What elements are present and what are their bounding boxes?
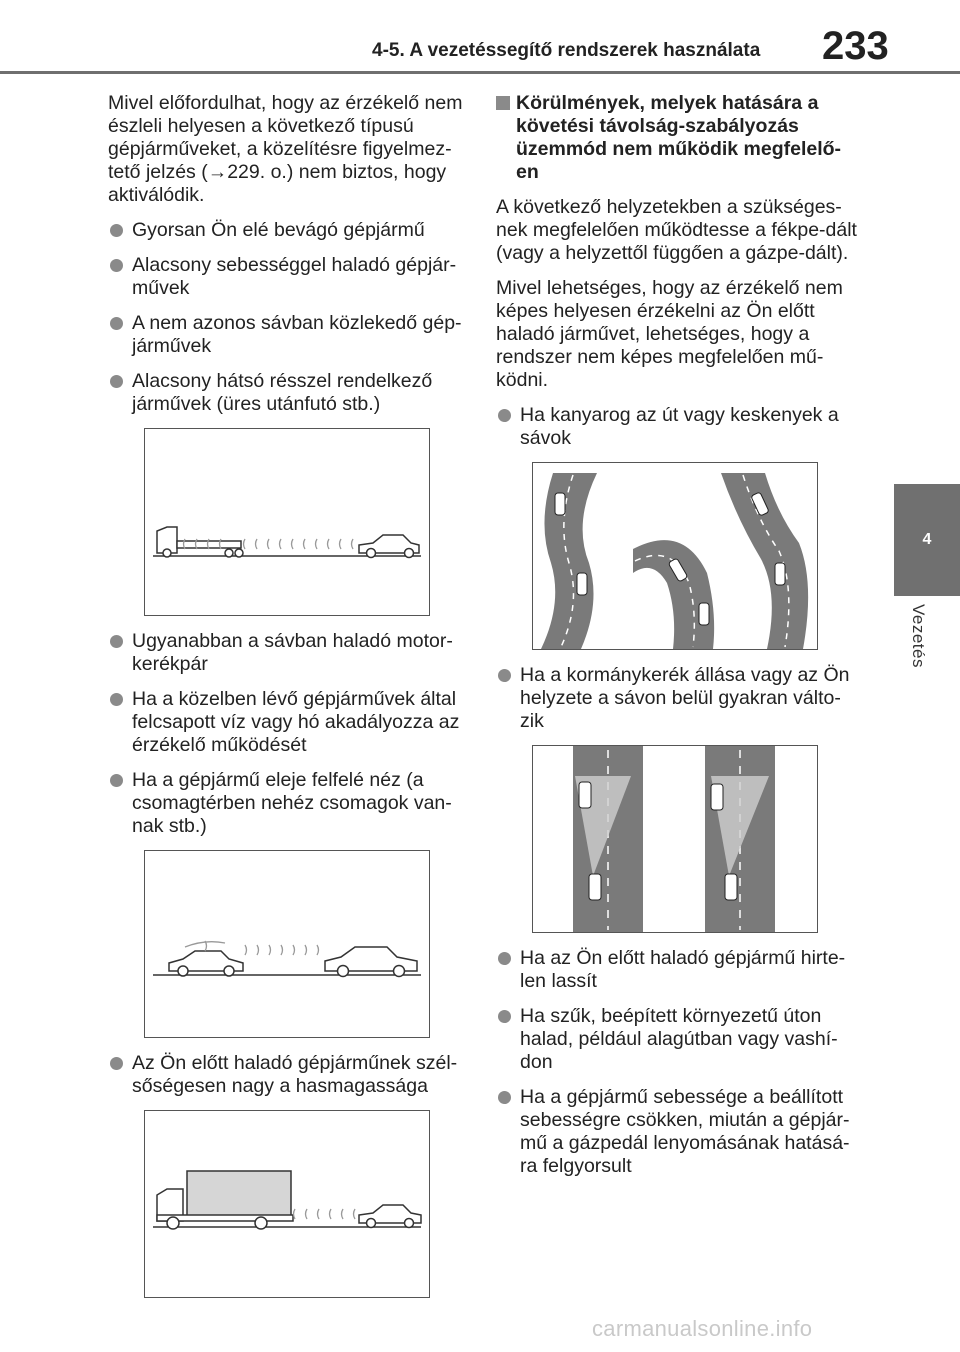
figure-curved-roads	[532, 462, 818, 650]
list-item: Alacsony sebességgel haladó gépjár-művek	[108, 254, 470, 300]
list-item: Ha szűk, beépített környezetű úton halad, például alagútban vagy vashí-don	[496, 1005, 862, 1074]
intro-paragraph: Mivel előfordulhat, hogy az érzékelő nem észleli helyesen a következő típusú gépjárműveket, a közelítésre figyelmez-tető jelzés (→229. o.) nem biztos, hogy aktiválódik.	[108, 92, 463, 206]
truck-illustration	[145, 1111, 429, 1297]
chapter-label: Vezetés	[909, 604, 928, 668]
list-item: Ha a gépjármű sebessége a beállított sebességre csökken, miután a gépjár-mű a gázpedál lenyomásának hatásá-ra felgyorsult	[496, 1086, 862, 1178]
paragraph: Mivel lehetséges, hogy az érzékelő nem képes helyesen érzékelni az Ön előtt haladó járművet, lehetséges, hogy a rendszer nem képes megfelelően mű-ködni.	[496, 277, 843, 391]
list-item: Ugyanabban a sávban haladó motor-kerékpár	[108, 630, 470, 676]
figure-lane-position	[532, 745, 818, 933]
figure-empty-trailer	[144, 428, 430, 616]
list-item: Ha a közelben lévő gépjárművek által felcsapott víz vagy hó akadályozza az érzékelő működését	[108, 688, 470, 757]
list-item: Ha kanyarog az út vagy keskenyek a sávok	[496, 404, 862, 450]
list-item: Ha a gépjármű eleje felfelé néz (a csomagtérben nehéz csomagok van-nak stb.)	[108, 769, 470, 838]
chapter-number: 4	[922, 531, 932, 548]
paragraph: A következő helyzetekben a szükséges-nek megfelelően működtesse a fékpe-dált (vagy a helyzettől függően a gázpe-dált).	[496, 196, 857, 264]
left-column	[108, 92, 470, 1312]
header-rule	[0, 71, 960, 74]
section-heading: Körülmények, melyek hatására a követési távolság-szabályozás üzemmód nem működik megfelelő-en	[496, 92, 862, 184]
list-item: Az Ön előtt haladó gépjárműnek szél-sőségesen nagy a hasmagassága	[108, 1052, 470, 1098]
page-number: 233	[822, 24, 889, 68]
watermark: carmanualsonline.info	[592, 1316, 813, 1341]
curves-illustration	[533, 463, 817, 649]
chapter-tab	[894, 484, 960, 596]
list-item: Alacsony hátsó résszel rendelkező járművek (üres utánfutó stb.)	[108, 370, 470, 416]
lane-illustration	[533, 746, 817, 932]
figure-high-clearance-truck	[144, 1110, 430, 1298]
list-item: Ha a kormánykerék állása vagy az Ön helyzete a sávon belül gyakran válto-zik	[496, 664, 862, 733]
list-item: Ha az Ön előtt haladó gépjármű hirte-len lassít	[496, 947, 862, 993]
figure-nose-up-car	[144, 850, 430, 1038]
nose-up-illustration	[145, 851, 429, 1037]
list-item: Gyorsan Ön elé bevágó gépjármű	[108, 219, 470, 242]
trailer-illustration	[145, 429, 429, 615]
list-item: A nem azonos sávban közlekedő gép-járművek	[108, 312, 470, 358]
right-column	[496, 92, 862, 1190]
section-title: 4-5. A vezetéssegítő rendszerek használata	[372, 40, 761, 61]
